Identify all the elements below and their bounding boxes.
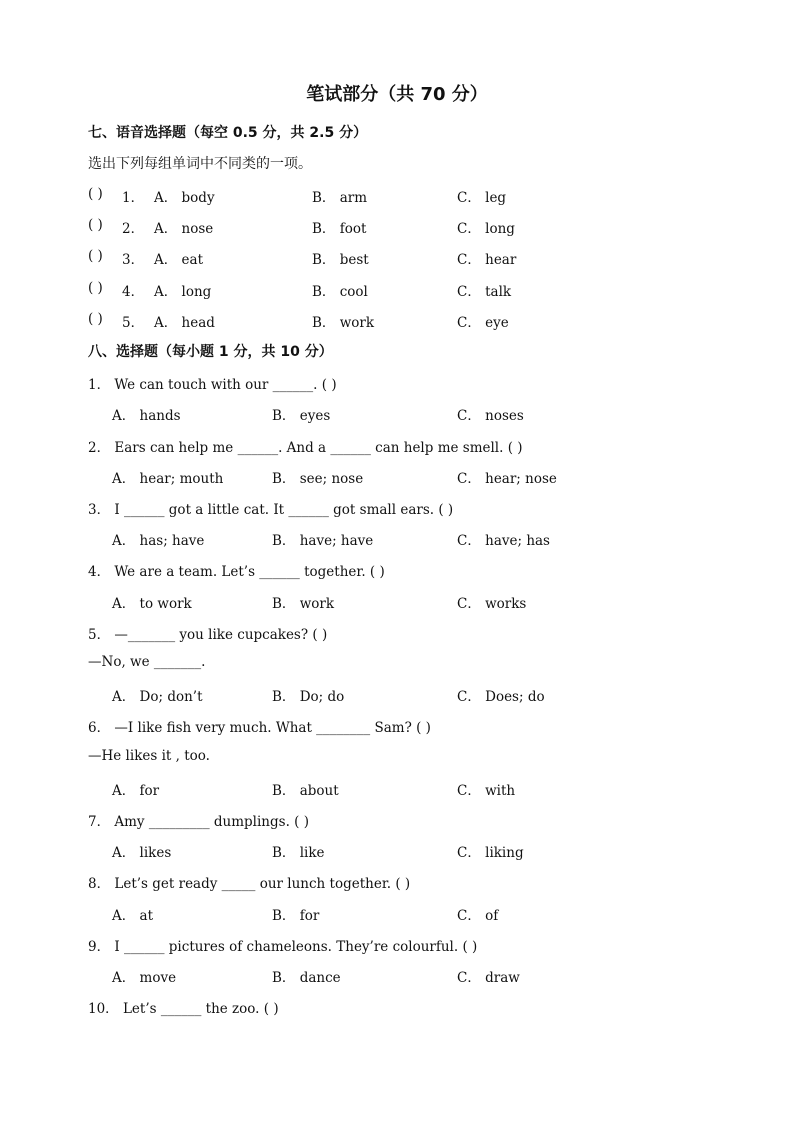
question-2: 2． Ears can help me ______. And a ______ can help me smell. ( ) (88, 440, 523, 456)
question-1: 1． We can touch with our ______. ( ) (88, 377, 337, 393)
question-6: 6． —I like fish very much. What ________ Sam? ( ) (88, 720, 431, 736)
question-5: 5． —_______ you like cupcakes? ( ) (88, 627, 328, 643)
question-1-options (0, 404, 794, 426)
option-a: A． nose (154, 221, 214, 237)
question-number: 4． (122, 284, 145, 300)
phonics-row-2 (0, 217, 794, 239)
question-3-options (0, 529, 794, 551)
option-c: C． hear (457, 252, 517, 268)
option-a: A． Do; don’t (112, 689, 203, 705)
question-9: 9． I ______ pictures of chameleons. They’re colourful. ( ) (88, 939, 478, 955)
answer-blank: ( ) (88, 217, 103, 233)
answer-blank: ( ) (88, 311, 103, 327)
option-a: A． body (154, 190, 215, 206)
option-b: B． foot (312, 221, 367, 237)
option-b: B． see; nose (272, 471, 364, 487)
option-b: B． eyes (272, 408, 331, 424)
section-7-instruction: 选出下列每组单词中不同类的一项。 (88, 156, 312, 172)
answer-blank: ( ) (88, 280, 103, 296)
question-7-options (0, 841, 794, 863)
option-c: C． talk (457, 284, 512, 300)
question-8-options (0, 904, 794, 926)
question-4-options (0, 592, 794, 614)
option-a: A． long (154, 284, 212, 300)
option-a: A． eat (154, 252, 204, 268)
option-b: B． arm (312, 190, 368, 206)
option-c: C． of (457, 908, 499, 924)
option-b: B． cool (312, 284, 368, 300)
question-number: 1． (122, 190, 145, 206)
question-10: 10． Let’s ______ the zoo. ( ) (88, 1001, 279, 1017)
question-9-options (0, 966, 794, 988)
option-c: C． have; has (457, 533, 550, 549)
option-a: A． at (112, 908, 154, 924)
option-c: C． works (457, 596, 527, 612)
option-a: A． hands (112, 408, 181, 424)
option-b: B． Do; do (272, 689, 345, 705)
question-number: 3． (122, 252, 145, 268)
question-5-response: —No, we _______. (88, 654, 206, 670)
question-8: 8． Let’s get ready _____ our lunch together. ( ) (88, 876, 411, 892)
option-b: B． work (312, 315, 375, 331)
option-b: B． work (272, 596, 335, 612)
option-a: A． likes (112, 845, 172, 861)
question-number: 5． (122, 315, 145, 331)
phonics-row-3 (0, 248, 794, 270)
option-c: C． liking (457, 845, 524, 861)
option-a: A． for (112, 783, 160, 799)
option-c: C． noses (457, 408, 524, 424)
question-3: 3． I ______ got a little cat. It ______ got small ears. ( ) (88, 502, 454, 518)
option-a: A． move (112, 970, 177, 986)
question-6-response: —He likes it , too. (88, 748, 210, 764)
question-7: 7． Amy _________ dumplings. ( ) (88, 814, 309, 830)
section-7-heading: 七、语音选择题（每空 0.5 分，共 2.5 分） (88, 125, 368, 141)
question-6-options (0, 779, 794, 801)
option-c: C． Does; do (457, 689, 545, 705)
phonics-row-5 (0, 311, 794, 333)
option-c: C． hear; nose (457, 471, 557, 487)
question-5-options (0, 685, 794, 707)
option-b: B． for (272, 908, 320, 924)
option-a: A． head (154, 315, 215, 331)
option-b: B． best (312, 252, 369, 268)
phonics-row-4 (0, 280, 794, 302)
option-c: C． with (457, 783, 516, 799)
option-b: B． have; have (272, 533, 374, 549)
option-b: B． like (272, 845, 325, 861)
option-c: C． eye (457, 315, 509, 331)
answer-blank: ( ) (88, 248, 103, 264)
question-number: 2． (122, 221, 145, 237)
page-title: 笔试部分（共 70 分） (306, 84, 488, 105)
answer-blank: ( ) (88, 186, 103, 202)
option-c: C． long (457, 221, 515, 237)
section-8-heading: 八、选择题（每小题 1 分，共 10 分） (88, 344, 333, 360)
option-a: A． has; have (112, 533, 205, 549)
phonics-row-1 (0, 186, 794, 208)
option-b: B． dance (272, 970, 341, 986)
option-c: C． draw (457, 970, 520, 986)
option-a: A． to work (112, 596, 192, 612)
option-c: C． leg (457, 190, 507, 206)
question-2-options (0, 467, 794, 489)
question-4: 4． We are a team. Let’s ______ together. ( ) (88, 564, 385, 580)
option-b: B． about (272, 783, 339, 799)
option-a: A． hear; mouth (112, 471, 224, 487)
